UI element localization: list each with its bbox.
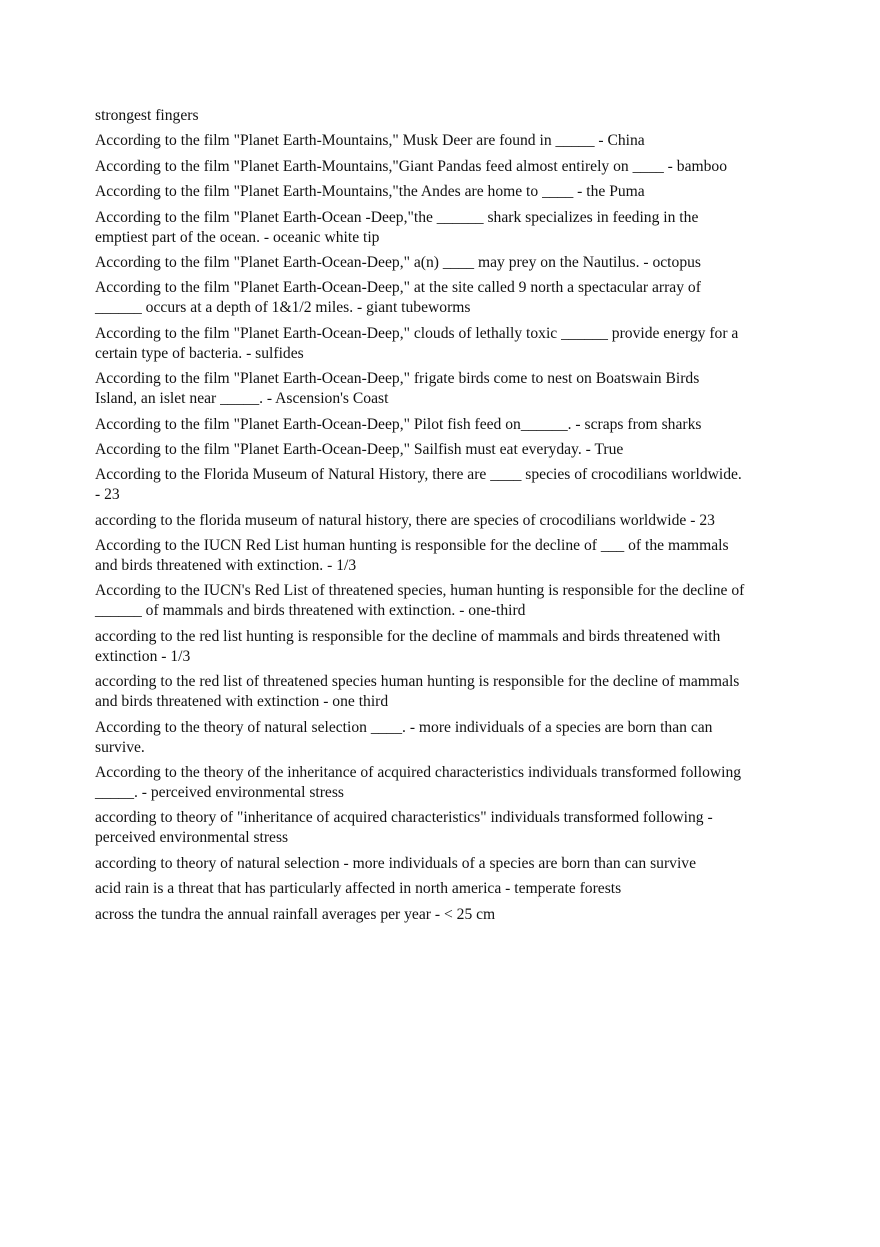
flashcard-entry: According to the film "Planet Earth-Ocean -Deep,"the ______ shark specializes in feeding in the emptiest part of the ocean. - oceanic white tip [95, 208, 699, 246]
flashcard-entry: according to the red list of threatened species human hunting is responsible for the decline of mammals and birds threatened with extinction - one third [95, 673, 740, 711]
flashcard-entry: According to the IUCN Red List human hunting is responsible for the decline of ___ of the mammals and birds threatened with extinction. - 1/3 [95, 537, 729, 575]
flashcard-entry: According to the film "Planet Earth-Mountains," Musk Deer are found in _____ - China [95, 132, 645, 150]
flashcard-entry: According to the film "Planet Earth-Ocean-Deep," Sailfish must eat everyday. - True [95, 440, 624, 458]
flashcard-entry: According to the theory of the inheritance of acquired characteristics individuals transformed following _____. - perceived environmental stress [95, 764, 742, 802]
flashcard-entry: According to the film "Planet Earth-Mountains,"Giant Pandas feed almost entirely on ____ - bamboo [95, 157, 728, 175]
flashcard-entry: According to the IUCN's Red List of threatened species, human hunting is responsible for the decline of ______ of mammals and birds threatened with extinction. - one-third [95, 582, 745, 620]
flashcard-entry: according to theory of "inheritance of acquired characteristics" individuals transformed following - perceived environmental stress [95, 809, 713, 847]
flashcard-entry: according to theory of natural selection - more individuals of a species are born than can survive [95, 854, 697, 872]
flashcard-entry: strongest fingers [95, 107, 199, 124]
flashcard-entry: According to the film "Planet Earth-Ocean-Deep," frigate birds come to nest on Boatswain Birds Island, an islet near _____. - Ascension's Coast [95, 370, 700, 408]
flashcard-entry: According to the film "Planet Earth-Ocean-Deep," a(n) ____ may prey on the Nautilus. - octopus [95, 253, 701, 271]
flashcard-entry: according to the florida museum of natural history, there are species of crocodilians worldwide - 23 [95, 511, 715, 529]
flashcard-entry: acid rain is a threat that has particularly affected in north america - temperate forests [95, 880, 622, 898]
flashcard-entry: across the tundra the annual rainfall averages per year - < 25 cm [95, 905, 496, 923]
flashcard-entry: According to the film "Planet Earth-Ocean-Deep," Pilot fish feed on______. - scraps from sharks [95, 415, 702, 433]
document-body [95, 106, 745, 930]
flashcard-entry: According to the theory of natural selection ____. - more individuals of a species are born than can survive. [95, 718, 713, 756]
flashcard-entry: According to the film "Planet Earth-Ocean-Deep," at the site called 9 north a spectacular array of ______ occurs at a depth of 1&1/2 miles. - giant tubeworms [95, 279, 701, 317]
flashcard-entry: according to the red list hunting is responsible for the decline of mammals and birds threatened with extinction - 1/3 [95, 627, 721, 665]
flashcard-entry: According to the Florida Museum of Natural History, there are ____ species of crocodilians worldwide. - 23 [95, 466, 742, 504]
flashcard-entry: According to the film "Planet Earth-Ocean-Deep," clouds of lethally toxic ______ provide energy for a certain type of bacteria. - sulfides [95, 324, 739, 362]
flashcard-entry: According to the film "Planet Earth-Mountains,"the Andes are home to ____ - the Puma [95, 183, 645, 201]
